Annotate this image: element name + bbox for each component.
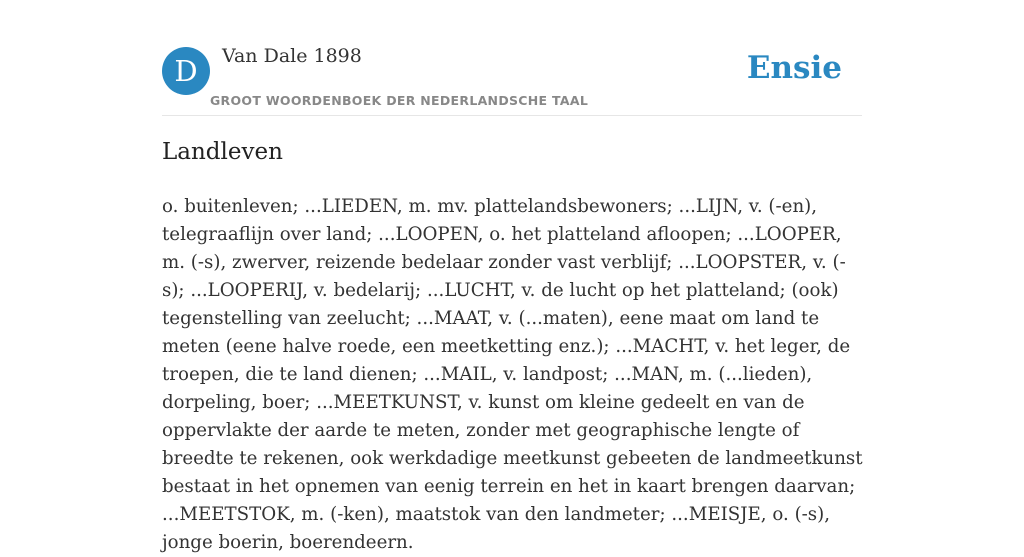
ensie-brand-logo[interactable]: Ensie xyxy=(746,50,842,86)
dictionary-header xyxy=(162,0,862,116)
dictionary-title[interactable]: Van Dale 1898 xyxy=(222,45,362,67)
dictionary-subtitle: GROOT WOORDENBOEK DER NEDERLANDSCHE TAAL xyxy=(210,93,589,108)
entry-headword: Landleven xyxy=(162,139,283,165)
entry-definition: o. buitenleven; ...LIEDEN, m. mv. plattelandsbewoners; ...LIJN, v. (-en), telegraaflijn over land; ...LOOPEN, o. het platteland afloopen; ...LOOPER, m. (-s), zwerver, reizende bedelaar zonder vast verblijf; ...LOOPSTER, v. (-s); ...LOOPERIJ, v. bedelarij; ...LUCHT, v. de lucht op het platteland; (ook) tegenstelling van zeelucht; ...MAAT, v. (...maten), eene maat om land te meten (eene halve roede, een meetketting enz.); ...MACHT, v. het leger, de troepen, die te land dienen; ...MAIL, v. landpost; ...MAN, m. (...lieden), dorpeling, boer; ...MEETKUNST, v. kunst om kleine gedeelt en van de oppervlakte der aarde te meten, zonder met geographische lengte of breedte te rekenen, ook werkdadige meetkunst gebeeten de landmeetkunst bestaat in het opnemen van eenig terrein en het in kaart brengen daarvan; ...MEETSTOK, m. (-ken), maatstok van den landmeter; ...MEISJE, o. (-s), jonge boerin, boerendeern. xyxy=(162,196,863,553)
dictionary-logo[interactable]: D xyxy=(162,47,210,95)
